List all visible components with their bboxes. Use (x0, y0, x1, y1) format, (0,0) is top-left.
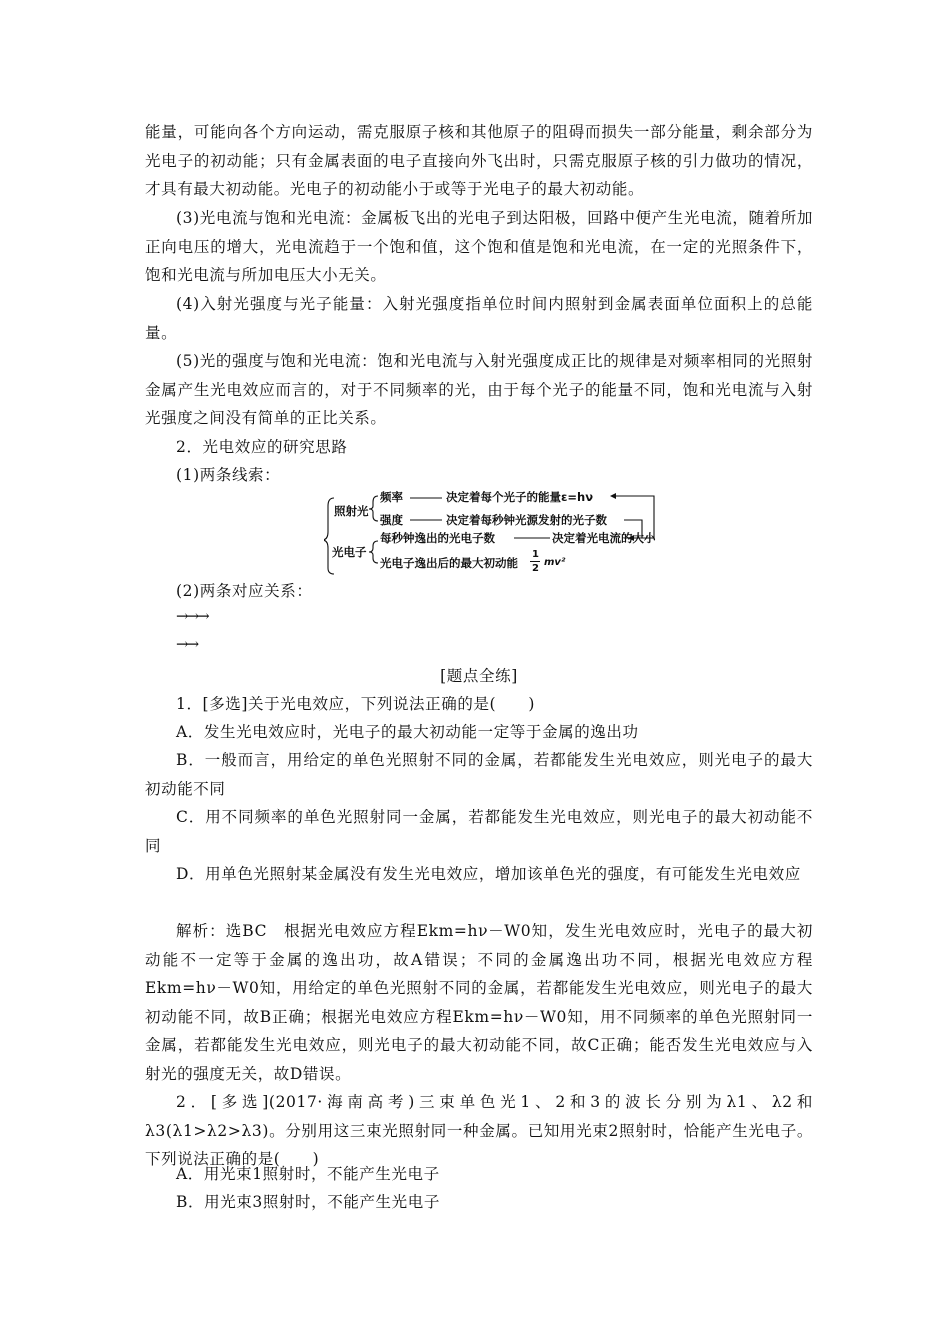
photoe-brace (369, 541, 378, 563)
freq-desc: 决定着每个光子的能量ε=hν (446, 490, 594, 504)
arrowhead-freq (610, 493, 616, 499)
relation-arrows-1: →→→ (176, 607, 208, 625)
outer-brace (324, 498, 334, 574)
intensity-label: 强度 (380, 513, 403, 527)
freq-label: 频率 (380, 490, 403, 504)
paragraph-saturation-current: (3)光电流与饱和光电流：金属板飞出的光电子到达阳极，回路中便产生光电流，随着所加正向电压的增大，光电流趋于一个饱和值，这个饱和值是饱和光电流，在一定的光照条件下，饱和光电流与所加电压大小无关。 (145, 209, 813, 284)
paragraph-continuation: 能量，可能向各个方向运动，需克服原子核和其他原子的阻碍而损失一部分能量，剩余部分为光电子的初动能；只有金属表面的电子直接向外飞出时，只需克服原子核的引力做功的情况，才具有最大初动能。光电子的初动能小于或等于光电子的最大初动能。 (145, 123, 813, 198)
fraction-numerator: 1 (532, 549, 539, 560)
paragraph-intensity-energy: (4)入射光强度与光子能量：入射光强度指单位时间内照射到金属表面单位面积上的总能量。 (145, 295, 813, 342)
question-2: 2．[多选](2017·海南高考)三束单色光1、2和3的波长分别为λ1、λ2和λ3(λ1>λ2>λ3)。分别用这三束光照射同一种金属。已知用光束2照射时，恰能产生光电子。下列说法正确的是( ) (145, 1093, 813, 1168)
question-1-analysis: 解析：选BC 根据光电效应方程Ekm=hν－W0知，发生光电效应时，光电子的最大初动能不一定等于金属的逸出功，故A错误；不同的金属逸出功不同，根据光电效应方程Ekm=hν－W0知，用给定的单色光照射不同的金属，若都能发生光电效应，则光电子的最大初动能不同，故B正确；根据光电效应方程Ekm=hν－W0知，用不同频率的单色光照射同一金属，若都能发生光电效应，则光电子的最大初动能不同，故C正确；能否发生光电效应与入射光的强度无关，故D错误。 (145, 922, 813, 1083)
relation-arrows-2: →→ (176, 635, 198, 653)
question-2-option-b: B．用光束3照射时，不能产生光电子 (176, 1193, 440, 1211)
escape-desc: 决定着光电流的大小 (552, 531, 656, 545)
paragraph-intensity-current: (5)光的强度与饱和光电流：饱和光电流与入射光强度成正比的规律是对频率相同的光照射金属产生光电效应而言的，对于不同频率的光，由于每个光子的能量不同，饱和光电流与入射光强度之间没有简单的正比关系。 (145, 352, 813, 427)
fraction-denominator: 2 (532, 563, 539, 574)
question-1: 1．[多选]关于光电效应，下列说法正确的是( ) (176, 695, 536, 713)
max-ke-label: 光电子逸出后的最大初动能 (380, 556, 518, 570)
question-1-option-c: C．用不同频率的单色光照射同一金属，若都能发生光电效应，则光电子的最大初动能不同 (145, 808, 813, 855)
intensity-desc: 决定着每秒钟光源发射的光子数 (446, 513, 607, 527)
question-2-option-a: A．用光束1照射时，不能产生光电子 (176, 1165, 440, 1183)
section-title-practice: [题点全练] (440, 667, 518, 685)
subheading-two-clues: (1)两条线索： (176, 466, 281, 484)
photoe-label: 光电子 (332, 545, 367, 559)
section-heading-research-approach: 2．光电效应的研究思路 (176, 438, 348, 456)
photoelectric-clue-diagram (324, 484, 664, 576)
illum-label: 照射光 (334, 504, 369, 518)
escape-count-label: 每秒钟逸出的光电子数 (380, 531, 495, 545)
subheading-two-relations: (2)两条对应关系： (176, 582, 313, 600)
illum-brace (369, 496, 378, 521)
question-1-option-d: D．用单色光照射某金属没有发生光电效应，增加该单色光的强度，有可能发生光电效应 (176, 865, 801, 883)
question-1-option-a: A．发生光电效应时，光电子的最大初动能一定等于金属的逸出功 (176, 723, 639, 741)
question-1-option-b: B．一般而言，用给定的单色光照射不同的金属，若都能发生光电效应，则光电子的最大初动能不同 (145, 751, 813, 798)
mv2-label: mv² (544, 557, 566, 568)
